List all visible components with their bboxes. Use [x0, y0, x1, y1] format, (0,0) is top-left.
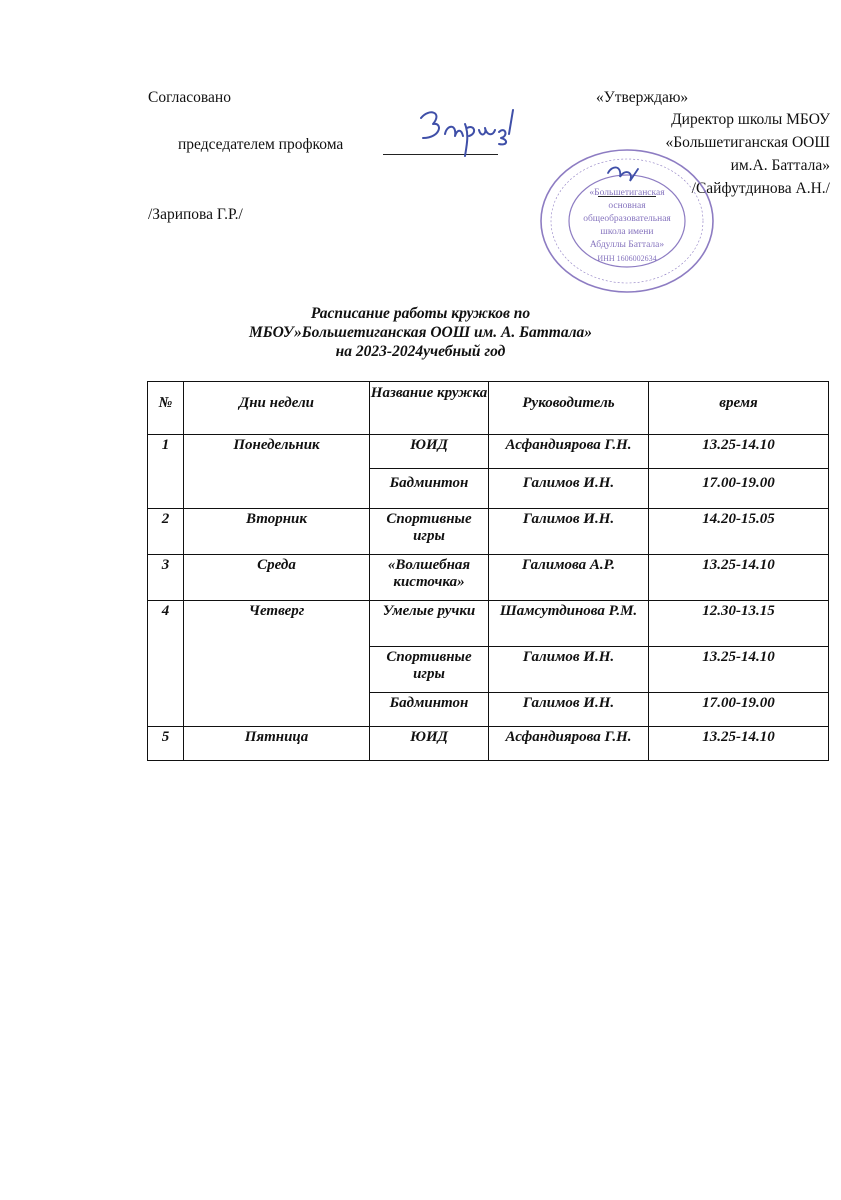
- header-number: №: [148, 382, 184, 435]
- director-position: Директор школы МБОУ: [671, 111, 830, 128]
- row-club: Спортивные игры: [370, 647, 489, 693]
- header-day: Дни недели: [184, 382, 370, 435]
- row-leader: Галимов И.Н.: [489, 693, 649, 727]
- row-time: 13.25-14.10: [649, 647, 829, 693]
- stamp-inn: ИНН 1606002634: [597, 254, 657, 263]
- row-time: 13.25-14.10: [649, 435, 829, 469]
- row-number: 4: [148, 601, 184, 727]
- row-club: «Волшебная кисточка»: [370, 555, 489, 601]
- row-leader: Галимов И.Н.: [489, 469, 649, 509]
- header-time: время: [649, 382, 829, 435]
- agreed-label: Согласовано: [148, 89, 231, 106]
- row-club: Умелые ручки: [370, 601, 489, 647]
- row-time: 12.30-13.15: [649, 601, 829, 647]
- row-number: 1: [148, 435, 184, 509]
- doc-title-line1: Расписание работы кружков по: [310, 305, 531, 322]
- row-club: ЮИД: [370, 435, 489, 469]
- table-row: [148, 727, 829, 761]
- header-leader: Руководитель: [489, 382, 649, 435]
- schedule-table: [147, 381, 829, 761]
- row-club: ЮИД: [370, 727, 489, 761]
- stamp-line3: общеобразовательная: [583, 214, 671, 224]
- row-day: Вторник: [184, 509, 370, 555]
- row-club: Спортивные игры: [370, 509, 489, 555]
- table-header-row: [148, 382, 829, 435]
- row-club: Бадминтон: [370, 469, 489, 509]
- table-row: [148, 601, 829, 647]
- row-time: 13.25-14.10: [649, 727, 829, 761]
- row-leader: Асфандиярова Г.Н.: [489, 435, 649, 469]
- stamp-line4: школа имени: [600, 227, 654, 237]
- school-name-line1: «Большетиганская ООШ: [665, 134, 830, 151]
- row-number: 3: [148, 555, 184, 601]
- row-time: 13.25-14.10: [649, 555, 829, 601]
- row-number: 5: [148, 727, 184, 761]
- row-leader: Галимов И.Н.: [489, 647, 649, 693]
- row-leader: Шамсутдинова Р.М.: [489, 601, 649, 647]
- stamp-line5: Абдуллы Баттала»: [589, 240, 665, 250]
- row-time: 17.00-19.00: [649, 693, 829, 727]
- chair-name: /Зарипова Г.Р./: [148, 206, 243, 223]
- table-row: [148, 435, 829, 469]
- handwritten-signature: [415, 104, 525, 160]
- school-name-line2: им.А. Баттала»: [730, 157, 830, 174]
- header-club: Название кружка: [370, 382, 489, 435]
- row-club: Бадминтон: [370, 693, 489, 727]
- table-row: [148, 509, 829, 555]
- approve-label: «Утверждаю»: [596, 89, 689, 106]
- stamp-line1: «Большетиганская: [589, 188, 665, 198]
- director-name: /Сайфутдинова А.Н./: [691, 180, 830, 197]
- row-day: Пятница: [184, 727, 370, 761]
- row-leader: Асфандиярова Г.Н.: [489, 727, 649, 761]
- table-row: [148, 555, 829, 601]
- chair-label: председателем профкома: [178, 136, 344, 153]
- row-number: 2: [148, 509, 184, 555]
- row-time: 17.00-19.00: [649, 469, 829, 509]
- row-day: Среда: [184, 555, 370, 601]
- row-time: 14.20-15.05: [649, 509, 829, 555]
- row-day: Четверг: [184, 601, 370, 727]
- stamp-line2: основная: [608, 201, 646, 211]
- doc-title-line3: на 2023-2024учебный год: [335, 343, 506, 360]
- row-day: Понедельник: [184, 435, 370, 509]
- doc-title-line2: МБОУ»Большетиганская ООШ им. А. Баттала»: [248, 324, 593, 341]
- school-stamp: [538, 147, 716, 295]
- row-leader: Галимов И.Н.: [489, 509, 649, 555]
- row-leader: Галимова А.Р.: [489, 555, 649, 601]
